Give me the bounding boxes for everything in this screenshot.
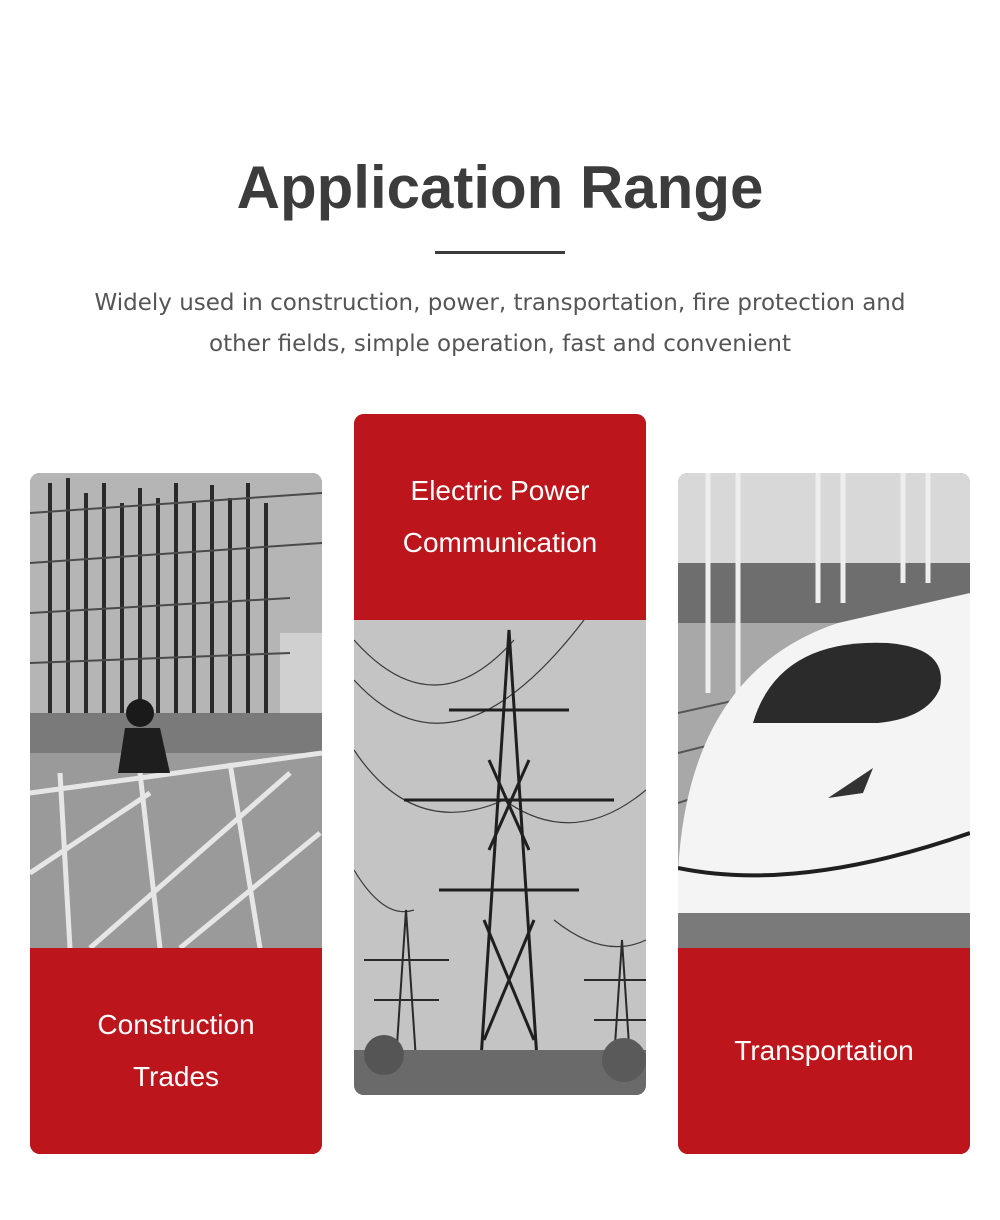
card-label-line-1: Transportation — [734, 1035, 914, 1066]
card-label — [403, 465, 598, 569]
page-title: Application Range — [236, 154, 764, 221]
card-label — [734, 1025, 914, 1077]
card-construction-label-band — [30, 948, 322, 1154]
construction-site-photo — [30, 473, 322, 948]
title-divider — [435, 251, 565, 254]
card-label-line-2: Communication — [402, 527, 598, 558]
card-label — [97, 999, 254, 1103]
card-label-line-2: Trades — [132, 1061, 220, 1092]
card-transportation — [678, 473, 970, 1154]
subtitle-line-2: other fields, simple operation, fast and convenient — [209, 331, 791, 357]
page-subtitle — [60, 283, 940, 365]
power-transmission-towers-photo — [354, 620, 646, 1095]
card-label-line-1: Electric Power — [410, 475, 590, 506]
card-electric-label-band — [354, 414, 646, 620]
high-speed-train-photo — [678, 473, 970, 948]
card-construction-trades — [30, 473, 322, 1154]
card-transportation-label-band — [678, 948, 970, 1154]
card-label-line-1: Construction — [97, 1009, 255, 1040]
card-electric-power-communication — [354, 414, 646, 1095]
subtitle-line-1: Widely used in construction, power, transportation, fire protection and — [94, 290, 906, 316]
